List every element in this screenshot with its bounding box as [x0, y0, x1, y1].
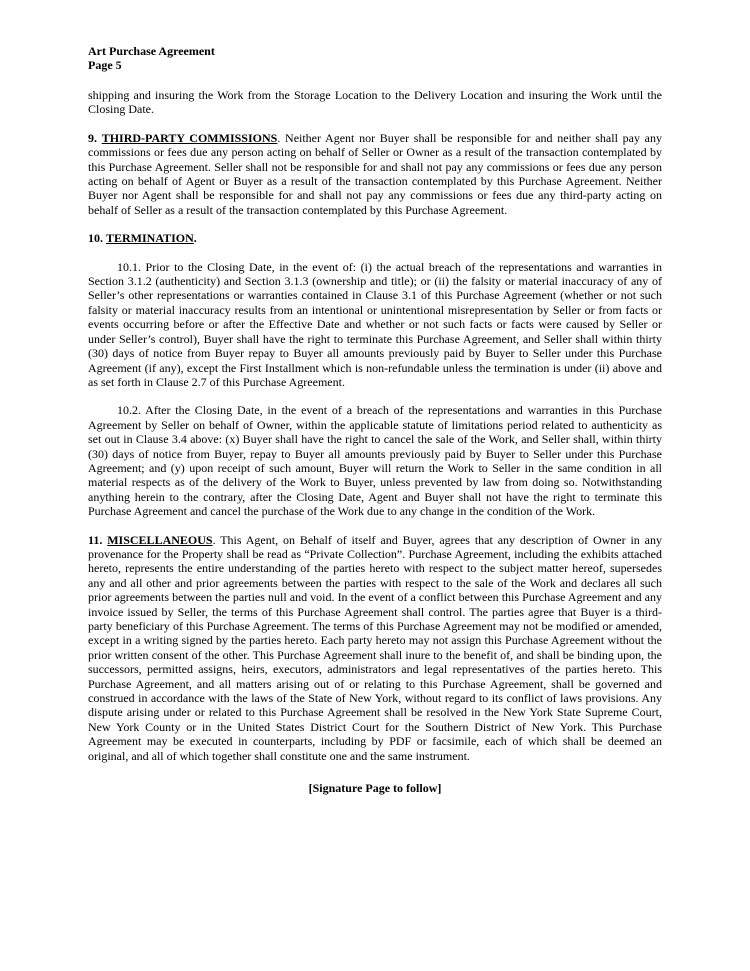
document-page: [88, 44, 662, 795]
page-header: [88, 44, 662, 72]
section-9-number: 9.: [88, 130, 97, 145]
section-10-number: 10.: [88, 231, 103, 246]
section-10-heading: [88, 231, 662, 245]
section-9: [88, 131, 662, 217]
section-9-title: THIRD-PARTY COMMISSIONS: [101, 130, 278, 145]
section-10-title-suffix: .: [193, 231, 197, 246]
signature-page-note: [Signature Page to follow]: [308, 781, 442, 796]
section-10-title: TERMINATION: [106, 231, 194, 246]
section-11-number: 11.: [88, 532, 103, 547]
section-10-1: 10.1. Prior to the Closing Date, in the event of: (i) the actual breach of the representations and warranties in Section 3.1.2 (authenticity) and Section 3.1.3 (ownership and title); or (ii) the falsity or material inaccuracy of any of Seller’s other representations or warranties contained in Clause 3.1 of this Purchase Agreement (whether or not such falsity or material inaccuracy results from an intentional or unintentional misrepresentation by Seller or from facts or events occurring before or after the Effective Date and whether or not such facts or facts were caused by Seller or under Seller’s control), Buyer shall have the right to terminate this Purchase Agreement, and Seller shall within thirty (30) days of notice from Buyer repay to Buyer all amounts previously paid by Buyer to Seller under this Purchase Agreement (if any), except the First Installment which is non-refundable unless the termination is under (ii) above and as set forth in Clause 2.7 of this Purchase Agreement.: [88, 259, 662, 389]
section-11: [88, 533, 662, 764]
page-number: Page 5: [88, 58, 122, 72]
section-9-body: . Neither Agent nor Buyer shall be responsible for and neither shall pay any commissions or fees due any person acting on behalf of Seller or Owner as a result of the transaction contemplated by this Purchase Agreement. Seller shall not be responsible for and shall not pay any commissions or fees due any person acting on behalf of Agent or Buyer as a result of the transaction contemplated by this Purchase Agreement. Neither Buyer nor Agent shall be responsible for and shall not pay any commissions or fees due any third-party acting on behalf of Seller as a result of the transaction contemplated by this Purchase Agreement.: [88, 130, 662, 217]
document-title: Art Purchase Agreement: [88, 44, 215, 58]
continuation-paragraph: shipping and insuring the Work from the Storage Location to the Delivery Location and insuring the Work until the Closing Date.: [88, 88, 662, 117]
section-11-body: . This Agent, on Behalf of itself and Buyer, agrees that any description of Owner in any provenance for the Property shall be read as “Private Collection”. Purchase Agreement, including the exhibits attached hereto, represents the entire understanding of the parties hereto with respect to the subject matter hereof, supersedes any and all other and prior agreements between the parties with respect to the sale of the Work and declares all such prior agreements between the parties null and void. In the event of a conflict between this Purchase Agreement and any invoice issued by Seller, the terms of this Purchase Agreement shall control. The parties agree that Buyer is a third-party beneficiary of this Purchase Agreement. The terms of this Purchase Agreement may not be modified or amended, except in a writing signed by the parties hereto. Each party hereto may not assign this Purchase Agreement without the prior written consent of the other. This Purchase Agreement shall inure to the benefit of, and shall be binding upon, the successors, permitted assigns, heirs, executors, administrators and legal representatives of the parties hereto. This Purchase Agreement, and all matters arising out of or relating to this Purchase Agreement, shall be governed and construed in accordance with the laws of the State of New York, without regard to its conflict of laws provisions. Any dispute arising under or related to this Purchase Agreement shall be resolved in the New York State Supreme Court, New York County or in the United States District Court for the Southern District of New York. This Purchase Agreement may be executed in counterparts, including by PDF or facsimile, each of which shall be deemed an original, and all of which together shall constitute one and the same instrument.: [88, 532, 663, 763]
section-11-title: MISCELLANEOUS: [107, 532, 213, 547]
section-10-2: 10.2. After the Closing Date, in the event of a breach of the representations and warranties in this Purchase Agreement by Seller on behalf of Owner, within the applicable statute of limitations period related to authenticity as set out in Clause 3.4 above: (x) Buyer shall have the right to cancel the sale of the Work, and Seller shall, within thirty (30) days of notice from Buyer, repay to Buyer all amounts previously paid by Buyer to Seller under this Purchase Agreement; and (y) upon receipt of such amount, Buyer will return the Work to Seller in the same condition in all material respects as of the delivery of the Work to Buyer, unless prevented by law from doing so. Notwithstanding anything herein to the contrary, after the Closing Date, Agent and Buyer shall not have the right to terminate this Purchase Agreement and cancel the purchase of the Work due to any change in the condition of the Work.: [88, 403, 662, 519]
